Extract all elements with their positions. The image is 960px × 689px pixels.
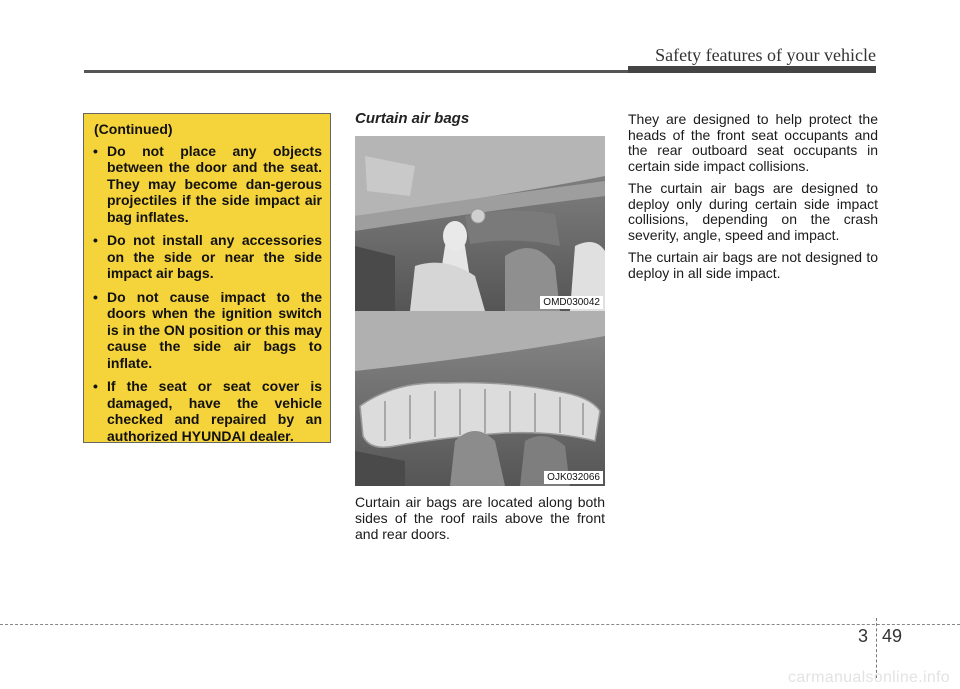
middle-column	[355, 110, 605, 542]
figure-curtain-airbag-deployed	[355, 311, 605, 486]
warning-item	[93, 232, 322, 282]
figure-code-label: OJK032066	[544, 471, 603, 484]
paragraph: They are designed to help protect the heads of the front seat occupants and the rear outboard seat occupants in certain side impact collisions.	[628, 111, 878, 174]
bullet-icon: •	[93, 232, 98, 248]
figure-curtain-airbag-location	[355, 136, 605, 311]
right-column	[628, 112, 878, 288]
watermark: carmanualsonline.info	[788, 669, 950, 686]
warning-item	[93, 378, 322, 444]
warning-item-text: Do not place any objects between the door and the seat. They may become dan-gerous projectiles if the side impact air bag inflates.	[107, 142, 322, 225]
section-title: Curtain air bags	[355, 110, 470, 127]
warning-item-text: Do not cause impact to the doors when the ignition switch is in the ON position or this may cause the side air bags to inflate.	[107, 288, 322, 371]
section-header-title: Safety features of your vehicle	[655, 45, 876, 65]
chapter-number: 3	[858, 626, 869, 646]
warning-continued-label: (Continued)	[94, 121, 173, 137]
footer-rule	[0, 624, 960, 625]
page-number: 49	[882, 626, 903, 646]
deployed-airbag-illustration	[355, 311, 605, 486]
figure-code-label: OMD030042	[540, 296, 603, 309]
warning-item-text: Do not install any accessories on the side or near the side impact air bags.	[107, 232, 322, 281]
header-rule-accent	[628, 66, 876, 73]
warning-item-text: If the seat or seat cover is damaged, have the vehicle checked and repaired by an authorized HYUNDAI dealer.	[107, 378, 322, 444]
bullet-icon: •	[93, 288, 98, 305]
warning-box	[83, 113, 331, 443]
curtain-airbag-description: Curtain air bags are located along both sides of the roof rails above the front and rear doors.	[355, 494, 605, 542]
paragraph: The curtain air bags are designed to deploy only during certain side impact collisions, depending on the crash severity, angle, speed and impact.	[628, 180, 878, 243]
paragraph: The curtain air bags are not designed to deploy in all side impact.	[628, 249, 878, 281]
warning-list	[93, 143, 322, 445]
bullet-icon: •	[93, 378, 98, 394]
bullet-icon: •	[93, 142, 98, 159]
car-interior-illustration	[355, 136, 605, 311]
warning-item	[93, 289, 322, 372]
warning-item	[93, 143, 322, 226]
